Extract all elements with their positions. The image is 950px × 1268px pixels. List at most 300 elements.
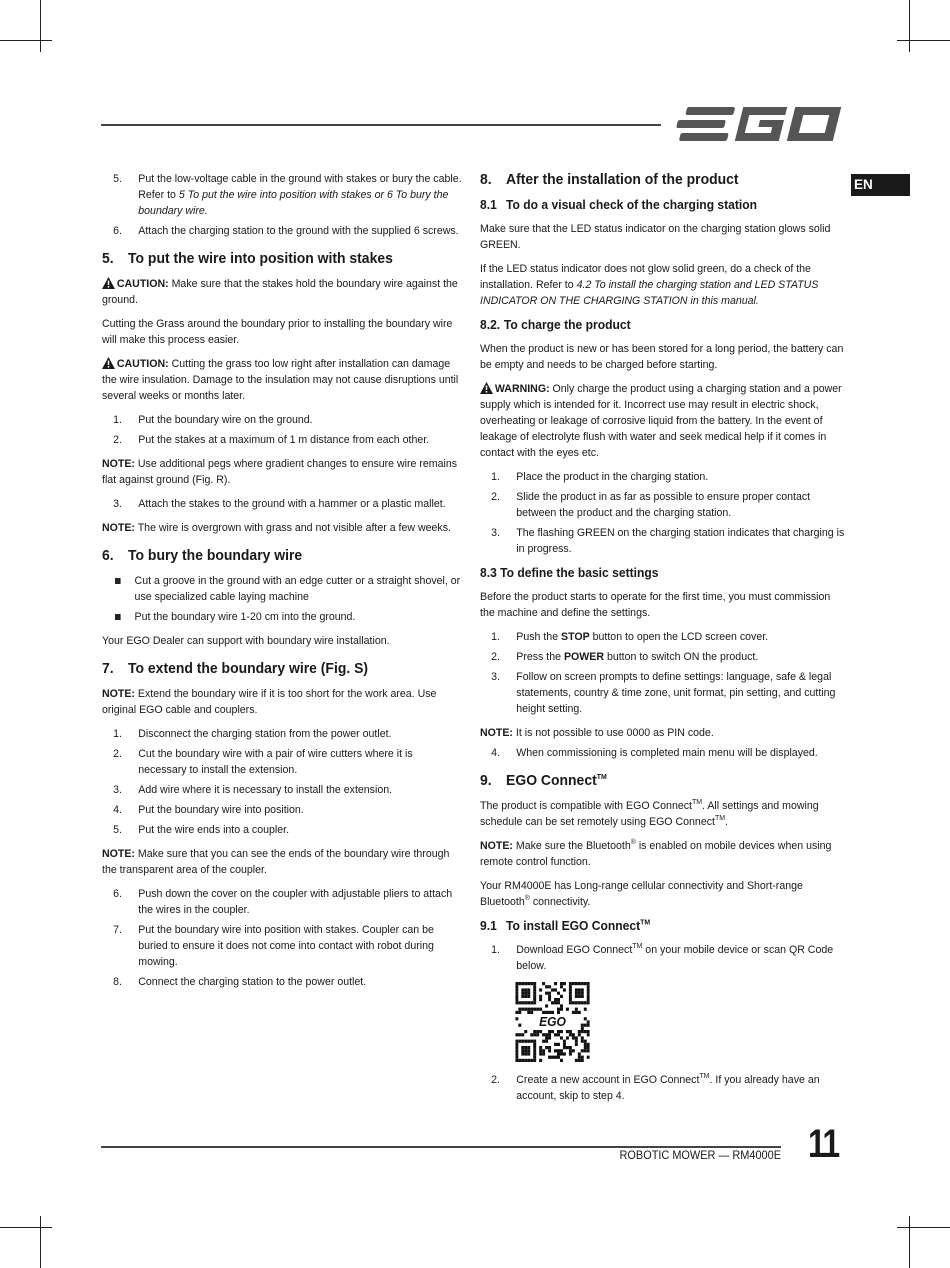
qr-module [548,1011,551,1014]
qr-finder-module [587,995,590,998]
qr-module [581,1040,584,1043]
crop-mark [897,1227,950,1228]
qr-finder-module [515,1040,518,1043]
qr-module [575,1059,578,1062]
qr-finder-module [533,1043,536,1046]
qr-finder-module [533,985,536,988]
qr-finder-module [584,1001,587,1004]
qr-finder-module [587,988,590,991]
qr-finder-module [515,982,518,985]
qr-module [545,1040,548,1043]
qr-module [584,1030,587,1033]
qr-module [542,1049,545,1052]
qr-finder-module [578,992,581,995]
qr-module [560,1049,563,1052]
qr-module [533,1008,536,1011]
qr-finder-module [581,995,584,998]
qr-module [545,1046,548,1049]
list-item: 4. Put the boundary wire into position. [113,804,304,816]
qr-module [542,1011,545,1014]
cross-reference: 4.2 To install the charging station and LED STATUS INDICATOR ON THE CHARGING STATION in this manual. [480,279,819,307]
qr-finder-module [527,992,530,995]
list-item: 6. Push down the cover on the coupler with adjustable pliers to attach the wires in the coupler. [113,888,453,916]
qr-finder-module [533,1059,536,1062]
qr-finder-module [584,982,587,985]
qr-finder-module [515,1049,518,1052]
qr-module [584,1017,587,1020]
note-paragraph: NOTE: Make sure that you can see the ends of the boundary wire through the transparent area of the coupler. [102,848,450,876]
qr-finder-module [533,995,536,998]
qr-finder-module [527,982,530,985]
extend-steps-list [102,886,463,990]
qr-finder-module [533,1056,536,1059]
qr-module [542,1033,545,1036]
qr-module [539,1059,542,1062]
list-item: 1. Disconnect the charging station from the power outlet. [113,728,392,740]
qr-finder-module [575,1001,578,1004]
qr-module [581,1059,584,1062]
qr-module [536,1033,539,1036]
crop-mark [909,1216,910,1268]
left-column [102,171,463,998]
list-item: 5. Put the low-voltage cable in the ground with stakes or bury the cable. Refer to 5 To put the wire into position with stakes or 6 To bury the boundary wire. [113,173,462,217]
page-number: 11 [808,1122,839,1166]
qr-module [572,1011,575,1014]
qr-module [572,1033,575,1036]
qr-module [557,1049,560,1052]
qr-module [587,1020,590,1023]
qr-module [545,1036,548,1039]
right-column [480,171,845,1112]
qr-module [563,982,566,985]
qr-finder-module [569,998,572,1001]
header-rule [101,124,661,126]
paragraph: Cutting the Grass around the boundary prior to installing the boundary wire will make this process easier. [102,318,453,346]
subsection-heading-8-3: 8.3 To define the basic settings [480,565,659,580]
qr-module [515,1017,518,1020]
qr-module [560,1052,563,1055]
qr-module [566,1046,569,1049]
qr-module [557,1001,560,1004]
qr-module [551,1056,554,1059]
qr-module [548,1030,551,1033]
warning-paragraph: WARNING: Only charge the product using a charging station and a power supply which is intended for it. Incorrect use may result in electric shock, overheating or leakage of corrosive liquid from the battery. In the event of leakage of electrolyte flush with water and seek medical help if it comes in contact with the eyes etc. [480,383,842,459]
qr-module [584,1040,587,1043]
ego-logo [672,104,844,144]
paragraph: The product is compatible with EGO Connect™. All settings and mowing schedule can be set remotely using EGO Connect™. [480,797,819,828]
qr-module [566,1036,569,1039]
qr-module [584,1008,587,1011]
qr-finder-module [515,1052,518,1055]
caution-paragraph: CAUTION: Make sure that the stakes hold the boundary wire against the ground. [102,278,458,306]
qr-module [578,1030,581,1033]
qr-module [584,1049,587,1052]
footer-rule [101,1146,781,1148]
paragraph: Before the product starts to operate for the first time, you must commission the machine and define the settings. [480,591,831,619]
qr-module [575,1036,578,1039]
crop-mark [0,40,52,41]
qr-module [587,1043,590,1046]
qr-finder-module [518,1001,521,1004]
qr-module [578,1011,581,1014]
paragraph: Make sure that the LED status indicator on the charging station glows solid GREEN. [480,223,831,251]
list-item: 2. Put the stakes at a maximum of 1 m distance from each other. [113,434,430,446]
qr-finder-module [515,1001,518,1004]
qr-finder-module [515,1043,518,1046]
list-item: 1. Push the STOP button to open the LCD screen cover. [491,631,769,643]
qr-module [575,1008,578,1011]
qr-finder-module [569,988,572,991]
qr-module [518,1011,521,1014]
qr-finder-module [578,995,581,998]
qr-module [554,1056,557,1059]
paragraph: When the product is new or has been stored for a long period, the battery can be empty and needs to be charged before starting. [480,343,844,371]
qr-module [587,1046,590,1049]
qr-finder-module [530,1001,533,1004]
list-item: 2. Press the POWER button to switch ON the product. [491,651,759,663]
qr-finder-module [521,1001,524,1004]
qr-module [539,1030,542,1033]
qr-finder-module [581,982,584,985]
qr-module [539,995,542,998]
qr-finder-module [521,988,524,991]
qr-module [563,1040,566,1043]
qr-module [533,1033,536,1036]
language-tab: EN [851,174,910,196]
qr-module [554,998,557,1001]
qr-finder-module [521,982,524,985]
qr-module [536,1008,539,1011]
qr-module [572,1036,575,1039]
qr-module [560,1059,563,1062]
qr-module [545,1033,548,1036]
crop-mark [40,0,41,52]
list-item: 1. Download EGO Connect™ on your mobile device or scan QR Code below. [491,941,834,972]
qr-finder-module [533,982,536,985]
qr-module [563,1046,566,1049]
qr-finder-module [533,1052,536,1055]
qr-finder-module [515,985,518,988]
qr-finder-module [581,1001,584,1004]
qr-module [551,1011,554,1014]
qr-module [539,1049,542,1052]
qr-finder-module [533,1001,536,1004]
installation-steps-list [102,171,463,239]
qr-module [554,982,557,985]
qr-module [563,988,566,991]
stakes-steps-list [102,496,463,512]
list-item: Cut a groove in the ground with an edge cutter or a straight shovel, or use specialized cable laying machine [102,573,463,605]
list-item: 2. Slide the product in as far as possible to ensure proper contact between the product and the charging station. [491,491,811,519]
qr-module [548,1036,551,1039]
qr-finder-module [515,998,518,1001]
qr-finder-module [575,988,578,991]
qr-module [569,1033,572,1036]
warning-triangle-icon [102,277,115,289]
list-item: 8. Connect the charging station to the power outlet. [113,976,367,988]
qr-module [539,1046,542,1049]
qr-module [542,982,545,985]
qr-finder-module [524,995,527,998]
paragraph: Your EGO Dealer can support with boundary wire installation. [102,635,390,647]
section-heading-9: 9. EGO Connect™ [480,772,607,789]
qr-module [584,1043,587,1046]
qr-finder-module [527,1059,530,1062]
qr-module [548,1033,551,1036]
list-item: 2. Cut the boundary wire with a pair of wire cutters where it is necessary to install the extension. [113,748,413,776]
qr-module [560,1008,563,1011]
qr-module [551,1001,554,1004]
qr-module [581,1036,584,1039]
qr-finder-module [527,1046,530,1049]
note-paragraph: NOTE: The wire is overgrown with grass and not visible after a few weeks. [102,522,451,534]
list-item: Put the boundary wire 1-20 cm into the ground. [102,609,463,625]
qr-module [560,1036,563,1039]
qr-module [548,995,551,998]
note-paragraph: NOTE: Use additional pegs where gradient changes to ensure wire remains flat against ground (Fig. R). [102,458,458,486]
qr-module [575,1011,578,1014]
qr-finder-module [515,992,518,995]
qr-module [584,1046,587,1049]
qr-finder-module [578,1001,581,1004]
stakes-steps-list [102,412,463,448]
qr-module [548,992,551,995]
qr-module [515,1011,518,1014]
connect-steps-list [480,1072,845,1104]
qr-module [557,1030,560,1033]
qr-module [581,1030,584,1033]
qr-finder-module [575,995,578,998]
qr-module [548,985,551,988]
list-item: 3. The flashing GREEN on the charging station indicates that charging is in progress. [491,527,845,555]
qr-module [557,998,560,1001]
list-item: 6. Attach the charging station to the ground with the supplied 6 screws. [113,225,459,237]
qr-finder-module [527,1040,530,1043]
qr-module [548,1046,551,1049]
list-item: 1. Place the product in the charging station. [491,471,709,483]
qr-ego-logo: EGO [539,1014,566,1030]
qr-module [566,1008,569,1011]
qr-module [563,1052,566,1055]
qr-module [581,1027,584,1030]
qr-module [557,1043,560,1046]
qr-finder-module [569,982,572,985]
qr-finder-module [524,1001,527,1004]
qr-module [554,988,557,991]
qr-module [539,1008,542,1011]
qr-finder-module [521,1049,524,1052]
list-item: 1. Put the boundary wire on the ground. [113,414,313,426]
qr-finder-module [572,1001,575,1004]
qr-finder-module [533,992,536,995]
qr-finder-module [533,1046,536,1049]
qr-module [566,1030,569,1033]
qr-module [551,1030,554,1033]
qr-module [554,1043,557,1046]
qr-module [557,1056,560,1059]
qr-module [557,1033,560,1036]
qr-module [515,1033,518,1036]
crop-mark [909,0,910,52]
qr-module [551,988,554,991]
qr-module [536,1030,539,1033]
qr-finder-module [527,988,530,991]
qr-module [545,992,548,995]
qr-finder-module [527,1049,530,1052]
qr-finder-module [533,1049,536,1052]
qr-finder-module [515,988,518,991]
qr-finder-module [518,1040,521,1043]
qr-module [578,1059,581,1062]
qr-module [557,1011,560,1014]
qr-module [554,1033,557,1036]
qr-finder-module [533,998,536,1001]
qr-module [587,1030,590,1033]
qr-module [578,1056,581,1059]
crop-mark [0,1227,52,1228]
qr-module [587,1033,590,1036]
qr-module [560,1030,563,1033]
qr-module [560,985,563,988]
qr-finder-module [527,995,530,998]
qr-module [548,1056,551,1059]
qr-module [545,1011,548,1014]
qr-finder-module [524,988,527,991]
qr-finder-module [521,1046,524,1049]
list-item: 3. Add wire where it is necessary to install the extension. [113,784,393,796]
list-item: 2. Create a new account in EGO Connect™. If you already have an account, skip to step 4. [491,1071,820,1102]
qr-finder-module [527,1001,530,1004]
paragraph: Your RM4000E has Long-range cellular connectivity and Short-range Bluetooth® connectivity. [480,880,803,908]
qr-module [557,992,560,995]
qr-module [560,995,563,998]
connect-steps-list [480,942,845,974]
qr-finder-module [521,992,524,995]
qr-finder-module [569,995,572,998]
qr-module [524,1030,527,1033]
qr-module [581,1056,584,1059]
qr-finder-module [587,992,590,995]
qr-finder-module [515,1046,518,1049]
qr-finder-module [521,995,524,998]
qr-module [521,1033,524,1036]
note-paragraph: NOTE: Extend the boundary wire if it is too short for the work area. Use original EGO cable and couplers. [102,688,437,716]
qr-module [560,1004,563,1007]
qr-finder-module [521,1059,524,1062]
section-heading-8: 8. After the installation of the product [480,171,739,188]
warning-triangle-icon [480,382,493,394]
qr-finder-module [515,1056,518,1059]
qr-module [581,1024,584,1027]
note-paragraph: NOTE: It is not possible to use 0000 as PIN code. [480,727,714,739]
qr-finder-module [575,992,578,995]
list-item: 7. Put the boundary wire into position with stakes. Coupler can be buried to ensure it does not come into contact with robot during mowing. [113,924,434,968]
qr-module [554,1001,557,1004]
warning-triangle-icon [102,357,115,369]
qr-module [533,1030,536,1033]
settings-steps-list [480,629,845,717]
qr-finder-module [581,988,584,991]
qr-module [563,1043,566,1046]
qr-module [548,998,551,1001]
qr-finder-module [581,992,584,995]
qr-finder-module [524,992,527,995]
qr-module [521,1008,524,1011]
bury-bullets-list [102,573,463,625]
list-item: 5. Put the wire ends into a coupler. [113,824,290,836]
qr-finder-module [578,982,581,985]
bullet-square-icon [115,614,121,620]
qr-finder-module [515,1059,518,1062]
section-heading-5: 5. To put the wire into position with stakes [102,250,393,267]
note-paragraph: NOTE: Make sure the Bluetooth® is enabled on mobile devices when using remote control function. [480,837,832,868]
qr-finder-module [569,985,572,988]
qr-module [569,1030,572,1033]
section-heading-7: 7. To extend the boundary wire (Fig. S) [102,660,369,677]
qr-module [554,1049,557,1052]
qr-module [518,1024,521,1027]
qr-finder-module [533,988,536,991]
settings-steps-list [480,745,845,761]
qr-finder-module [518,1059,521,1062]
qr-module [569,1049,572,1052]
qr-finder-module [530,1059,533,1062]
qr-module [542,1040,545,1043]
qr-code[interactable] [515,982,589,1062]
qr-module [560,982,563,985]
qr-finder-module [530,1040,533,1043]
qr-module [581,1049,584,1052]
paragraph: If the LED status indicator does not glow solid green, do a check of the installation. Refer to 4.2 To install the charging station and LED STATUS INDICATOR ON THE CHARGING STATION in this manual. [480,263,819,307]
qr-finder-module [524,1040,527,1043]
qr-module [575,1040,578,1043]
qr-finder-module [521,1040,524,1043]
qr-finder-module [569,1001,572,1004]
qr-module [587,1024,590,1027]
qr-module [548,1049,551,1052]
subsection-heading-8-2: 8.2. To charge the product [480,317,631,332]
crop-mark [897,40,950,41]
qr-finder-module [524,1059,527,1062]
qr-module [557,1008,560,1011]
list-item: 3. Follow on screen prompts to define settings: language, safe & legal statements, country & time zone, unit format, pin setting, and cutting height setting. [491,671,836,715]
qr-finder-module [587,982,590,985]
qr-finder-module [524,1049,527,1052]
crop-mark [40,1216,41,1268]
subsection-heading-9-1: 9.1 To install EGO Connect™ [480,917,651,933]
qr-module [527,1008,530,1011]
qr-module [539,998,542,1001]
qr-finder-module [569,992,572,995]
qr-module [524,1008,527,1011]
qr-finder-module [587,1001,590,1004]
qr-finder-module [572,982,575,985]
qr-module [527,1011,530,1014]
qr-finder-module [578,988,581,991]
qr-module [587,1049,590,1052]
extend-steps-list [102,726,463,838]
qr-code-image[interactable] [515,982,589,1062]
qr-module [569,1046,572,1049]
qr-finder-module [587,985,590,988]
qr-module [542,1052,545,1055]
qr-module [530,1011,533,1014]
qr-finder-module [533,1040,536,1043]
qr-module [518,1008,521,1011]
qr-finder-module [575,982,578,985]
qr-module [578,1033,581,1036]
qr-finder-module [524,1052,527,1055]
